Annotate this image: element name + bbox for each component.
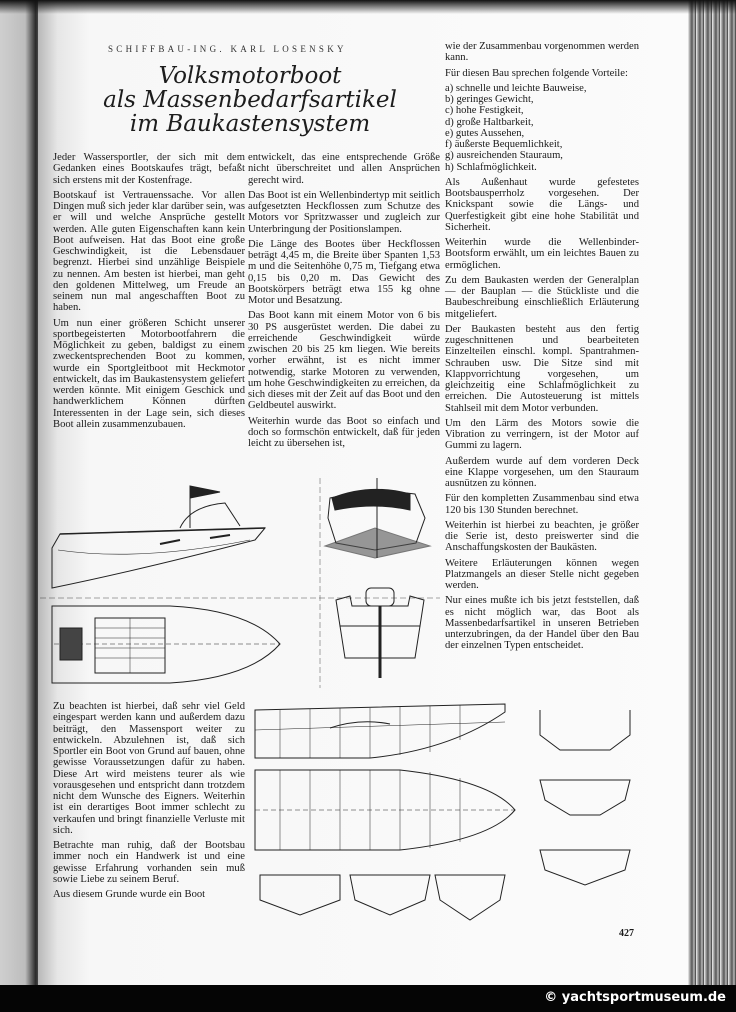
article-title xyxy=(60,64,440,136)
boat-general-plan-drawing xyxy=(40,478,440,688)
top-shadow xyxy=(0,0,736,14)
paragraph: Zu beachten ist hierbei, daß sehr viel Geld eingespart werden kann und außerdem dazu beiträgt, den Massensport weiter zu entwickeln. Abzulehnen ist, daß sich Sportler ein Boot von Grund auf bauen, ohne gewisse Voraussetzungen dafür zu haben. Diese Art wird meistens teurer als wie vorausgesehen und entspricht dann trotzdem nicht dem Wunsche des Eigners. Weiterhin ist ein derartiges Boot immer schlecht zu verkaufen und bringt finanzielle Verluste mit sich. xyxy=(53,701,245,836)
paragraph: Für den kompletten Zusammenbau sind etwa 120 bis 130 Stunden berechnet. xyxy=(445,493,639,516)
column-1 xyxy=(53,152,245,434)
book-binding xyxy=(0,0,42,985)
paragraph: Bootskauf ist Vertrauenssache. Vor allen Dingen muß sich jeder klar darüber sein, was er will und welche Ansprüche gestellt werden. Alle guten Eigenschaften kann kein Boot aufweisen. Hat das Boot eine große Geschwindigkeit, ist die Lebensdauer begrenzt. Hierbei sind unzählige Beispiele zu nennen. Am besten ist hierbei, man geht den goldenen Mittelweg, um Freude an seinem nun mal angeschafften Boot zu haben. xyxy=(53,189,245,314)
side-view xyxy=(52,486,265,588)
paragraph: Zu dem Baukasten werden der Generalplan — der Bauplan — die Stückliste und die Baubeschreibung einschließlich Erläuterung mitgeliefert. xyxy=(445,274,639,320)
watermark-text: © yachtsportmuseum.de xyxy=(544,990,726,1005)
list-item: c) hohe Festigkeit, xyxy=(445,105,524,117)
watermark-bar xyxy=(0,985,736,1012)
advantages-list xyxy=(445,83,639,173)
paragraph: Aus diesem Grunde wurde ein Boot xyxy=(53,889,206,900)
column-1-bottom xyxy=(53,701,245,904)
paragraph: Das Boot ist ein Wellenbindertyp mit seitlich aufgesetzten Heckflossen zum Schutze des Motors vor Spritzwasser und zugleich zur Unterbringung der Positionslampen. xyxy=(248,189,440,235)
column-3 xyxy=(445,41,639,656)
paragraph: Die Länge des Bootes über Heckflossen beträgt 4,45 m, die Breite über Spanten 1,53 m und die Seitenhöhe 0,75 m, Tiefgang etwa 0,15 bis 0,20 m. Das Gewicht des Bootskörpers beträgt etwa 155 kg ohne Motor und Besatzung. xyxy=(248,238,440,306)
front-view xyxy=(325,478,430,558)
page-stack-edge xyxy=(688,0,736,985)
paragraph: Weiterhin ist hierbei zu beachten, je größer die Serie ist, desto preiswerter sind die Anschaffungskosten der Baukästen. xyxy=(445,519,639,554)
list-item: a) schnelle und leichte Bauweise, xyxy=(445,82,587,94)
list-item: h) Schlafmöglichkeit. xyxy=(445,161,537,173)
paragraph: entwickelt, das eine entsprechende Größe nicht überschreitet und allen Ansprüchen gerecht wird. xyxy=(248,152,440,186)
paragraph: Jeder Wassersportler, der sich mit dem Gedanken eines Bootskaufes trägt, befaßt sich erstens mit der Kostenfrage. xyxy=(53,152,245,186)
construction-plan-view xyxy=(255,770,515,850)
page-number: 427 xyxy=(619,928,634,939)
paragraph: Das Boot kann mit einem Motor von 6 bis 30 PS ausgerüstet werden. Die dabei zu erreichende Geschwindigkeit würde zwischen 20 bis 25 km liegen. Wie bereits vorher erwähnt, ist es nicht immer notwendig, starke Motoren zu verwenden, um hohe Geschwindigkeiten zu erreichen, da sich dieses mit der Zeit auf das Boot und den Geldbeutel auswirkt. xyxy=(248,310,440,412)
paragraph: Betrachte man ruhig, daß der Bootsbau immer noch ein Handwerk ist und eine gewisse Erfahrung vorhanden sein muß sowie Liebe zu seinem Beruf. xyxy=(53,840,245,885)
paragraph: Um nun einer größeren Schicht unserer sportbegeisterten Motorbootfahrern die Möglichkeit zu geben, baldigst zu einem zweckentsprechenden Boot zu kommen, wurde ein Sportgleitboot mit Heckmotor entwickelt, das im Baukastensystem geliefert werden könnte. Mit einigem Geschick und handwerklichem Können dürften Interessenten in der Lage sein, sich dieses Boot allein zusammenzubauen. xyxy=(53,317,245,430)
paragraph: Weiterhin wurde das Boot so einfach und doch so formschön entwickelt, daß für jeden leicht zu übersehen ist, xyxy=(248,415,440,449)
list-item: e) gutes Aussehen, xyxy=(445,127,525,139)
paragraph: wie der Zusammenbau vorgenommen werden kann. xyxy=(445,41,639,64)
title-line: im Baukastensystem xyxy=(129,111,371,137)
list-item: g) ausreichenden Stauraum, xyxy=(445,150,563,162)
title-line: Volksmotorboot xyxy=(158,63,342,89)
paragraph: Für diesen Bau sprechen folgende Vorteile: xyxy=(445,67,628,79)
paragraph: Weitere Erläuterungen können wegen Platzmangels an dieser Stelle nicht gegeben werden. xyxy=(445,557,639,591)
list-item: f) äußerste Bequemlichkeit, xyxy=(445,139,563,150)
paragraph: Als Außenhaut wurde gefestetes Bootsbausperrholz vorgesehen. Der Knickspant sowie die Längs- und Querfestigkeit gibt eine hohe Stabilität und Sicherheit. xyxy=(445,176,639,233)
stern-view xyxy=(336,588,424,678)
title-line: als Massenbedarfsartikel xyxy=(103,87,397,113)
plan-view xyxy=(52,606,280,683)
frame-sections xyxy=(260,710,630,920)
list-item: b) geringes Gewicht, xyxy=(445,94,534,105)
paragraph: Nur eines mußte ich bis jetzt feststellen, daß es nicht möglich war, das Boot als Massenbedarfsartikel in unseren Betrieben unterzubringen, da der Handel über den Bau der einzelnen Typen entscheidet. xyxy=(445,595,639,652)
column-2 xyxy=(248,152,440,453)
author-line: SCHIFFBAU-ING. KARL LOSENSKY xyxy=(108,44,347,54)
paragraph: Weiterhin wurde die Wellenbinder-Bootsform erwählt, um ein leichtes Bauen zu ermöglichen. xyxy=(445,237,639,271)
paragraph: Um den Lärm des Motors sowie die Vibration zu verringern, ist der Motor auf Gummi zu lagern. xyxy=(445,417,639,452)
construction-side-view xyxy=(255,704,505,758)
paragraph: Außerdem wurde auf dem vorderen Deck eine Klappe vorgesehen, um den Stauraum ausnützen zu können. xyxy=(445,455,639,489)
paragraph: Der Baukasten besteht aus den fertig zugeschnittenen und bearbeiteten Einzelteilen einschl. kompl. Spantrahmen-Schrauben usw. Die Sitze sind mit Klappvorrichtung vorgesehen, um gleichzeitig eine Schlafmöglichkeit zu erreichen. Die Autosteuerung ist mittels Stahlseil mit dem Motor verbunden. xyxy=(445,323,639,414)
list-item: d) große Haltbarkeit, xyxy=(445,116,534,128)
boat-construction-drawing xyxy=(250,700,640,940)
